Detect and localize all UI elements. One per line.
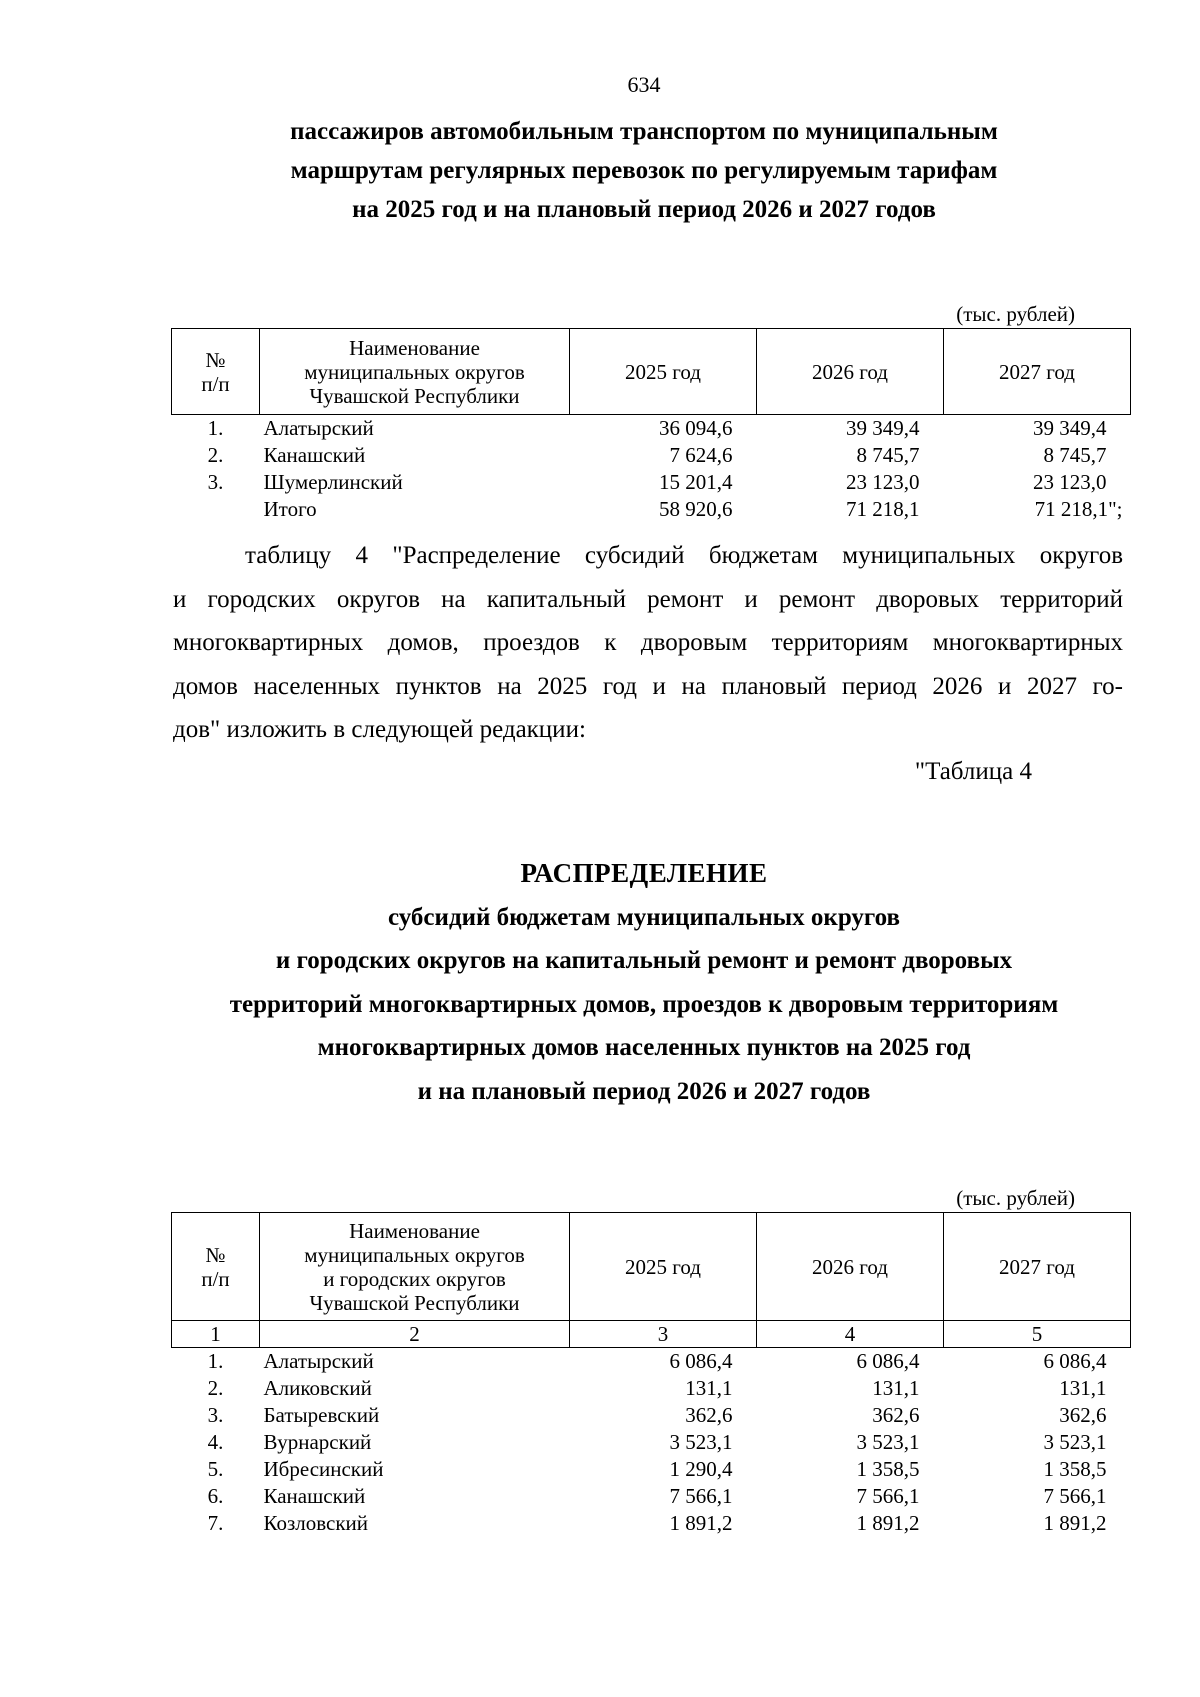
header-2025: 2025 год (570, 329, 757, 415)
row-2026: 1 358,5 (856, 1457, 920, 1481)
top-heading (0, 112, 1200, 229)
row-2026: 1 891,2 (856, 1511, 920, 1535)
top-heading-line: на 2025 год и на плановый период 2026 и 2027 годов (352, 196, 936, 223)
column-number: 2 (260, 1321, 570, 1348)
column-number: 4 (757, 1321, 944, 1348)
row-name: Канашский (263, 1484, 366, 1508)
row-2025: 3 523,1 (669, 1430, 733, 1454)
table-row (172, 1483, 1131, 1510)
table-row (172, 1375, 1131, 1402)
row-2027: 71 218,1"; (1034, 497, 1123, 521)
row-2026: 23 123,0 (846, 470, 920, 494)
header-2027: 2027 год (944, 1213, 1131, 1321)
row-2026: 3 523,1 (856, 1430, 920, 1454)
paragraph-line: дов" изложить в следующей редакции: (173, 716, 586, 743)
row-2027: 23 123,0 (1033, 470, 1107, 494)
row-2025: 1 891,2 (669, 1511, 733, 1535)
table-row (172, 1429, 1131, 1456)
table-reference: "Таблица 4 (914, 758, 1032, 785)
table-row (172, 442, 1131, 469)
row-2027: 3 523,1 (1043, 1430, 1107, 1454)
page-number: 634 (627, 72, 661, 97)
row-2027: 131,1 (1059, 1376, 1107, 1400)
row-num: 3. (207, 470, 224, 494)
row-2026: 131,1 (872, 1376, 920, 1400)
row-2025: 7 566,1 (669, 1484, 733, 1508)
row-name: Ибресинский (263, 1457, 384, 1481)
row-name: Вурнарский (263, 1430, 372, 1454)
row-2027: 6 086,4 (1043, 1349, 1107, 1373)
header-name: Наименование муниципальных округов Чувашской Республики (260, 329, 570, 415)
header-2026: 2026 год (757, 1213, 944, 1321)
row-2026: 39 349,4 (846, 416, 920, 440)
row-name: Шумерлинский (263, 470, 403, 494)
row-2026: 7 566,1 (856, 1484, 920, 1508)
table-row (172, 1402, 1131, 1429)
main-heading-title: РАСПРЕДЕЛЕНИЕ (520, 858, 768, 888)
row-num: 2. (207, 1376, 224, 1400)
main-heading-line: многоквартирных домов населенных пунктов на 2025 год (317, 1034, 971, 1061)
main-heading-line: территорий многоквартирных домов, проездов к дворовым территориям (229, 990, 1059, 1018)
main-heading (0, 852, 1200, 1113)
row-2026: 71 218,1 (846, 497, 920, 521)
table-row (172, 469, 1131, 496)
row-num: 5. (207, 1457, 224, 1481)
row-2025: 7 624,6 (669, 443, 733, 467)
main-heading-line: и городских округов на капитальный ремонт и ремонт дворовых (275, 947, 1013, 974)
column-number-row (172, 1321, 1131, 1348)
header-2026: 2026 год (757, 329, 944, 415)
row-num: 3. (207, 1403, 224, 1427)
body-paragraph (173, 534, 1123, 752)
main-heading-line: субсидий бюджетам муниципальных округов (388, 903, 900, 931)
row-num: 6. (207, 1484, 224, 1508)
row-name: Алатырский (263, 416, 374, 440)
row-2025: 362,6 (685, 1403, 733, 1427)
main-heading-line: и на плановый период 2026 и 2027 годов (417, 1077, 871, 1105)
paragraph-line: домов населенных пунктов на 2025 год и на плановый период 2026 и 2027 го- (173, 672, 1123, 700)
table-row (172, 1456, 1131, 1483)
header-2027: 2027 год (944, 329, 1131, 415)
table-row (172, 1510, 1131, 1537)
row-name: Итого (263, 497, 317, 521)
row-2025: 1 290,4 (669, 1457, 733, 1481)
row-num: 4. (207, 1430, 224, 1454)
row-2025: 15 201,4 (659, 470, 733, 494)
row-2027: 7 566,1 (1043, 1484, 1107, 1508)
top-heading-line: пассажиров автомобильным транспортом по муниципальным (290, 118, 998, 145)
row-2027: 362,6 (1059, 1403, 1107, 1427)
row-2027: 8 745,7 (1043, 443, 1107, 467)
row-2027: 39 349,4 (1033, 416, 1107, 440)
row-2025: 131,1 (685, 1376, 733, 1400)
row-2026: 8 745,7 (856, 443, 920, 467)
row-2026: 6 086,4 (856, 1349, 920, 1373)
column-number: 5 (944, 1321, 1131, 1348)
table1-units: (тыс. рублей) (956, 302, 1075, 326)
row-2026: 362,6 (872, 1403, 920, 1427)
table2-units: (тыс. рублей) (956, 1186, 1075, 1210)
table2-header-row (172, 1213, 1131, 1321)
table-row (172, 1348, 1131, 1376)
header-num: № п/п (172, 1213, 260, 1321)
row-num (172, 496, 260, 523)
header-num: № п/п (172, 329, 260, 415)
table1 (171, 328, 1131, 523)
table-row-total (172, 496, 1131, 523)
row-2025: 36 094,6 (659, 416, 733, 440)
header-name: Наименование муниципальных округов и городских округов Чувашской Республики (260, 1213, 570, 1321)
header-2025: 2025 год (570, 1213, 757, 1321)
row-num: 2. (207, 443, 224, 467)
row-name: Алатырский (263, 1349, 374, 1373)
table2 (171, 1212, 1131, 1537)
row-2027: 1 358,5 (1043, 1457, 1107, 1481)
table1-header-row (172, 329, 1131, 415)
row-num: 7. (207, 1511, 224, 1535)
row-name: Батыревский (263, 1403, 380, 1427)
row-2025: 58 920,6 (659, 497, 733, 521)
row-num: 1. (207, 1349, 224, 1373)
top-heading-line: маршрутам регулярных перевозок по регулируемым тарифам (290, 157, 998, 184)
row-2025: 6 086,4 (669, 1349, 733, 1373)
table-row (172, 415, 1131, 443)
row-name: Канашский (263, 443, 366, 467)
row-name: Козловский (263, 1511, 369, 1535)
column-number: 1 (172, 1321, 260, 1348)
paragraph-line: многоквартирных домов, проездов к дворовым территориям многоквартирных (173, 629, 1123, 656)
row-num: 1. (207, 416, 224, 440)
paragraph-line: таблицу 4 "Распределение субсидий бюджетам муниципальных округов (245, 542, 1123, 569)
paragraph-line: и городских округов на капитальный ремонт и ремонт дворовых территорий (173, 585, 1123, 613)
column-number: 3 (570, 1321, 757, 1348)
row-2027: 1 891,2 (1043, 1511, 1107, 1535)
row-name: Аликовский (263, 1376, 372, 1400)
